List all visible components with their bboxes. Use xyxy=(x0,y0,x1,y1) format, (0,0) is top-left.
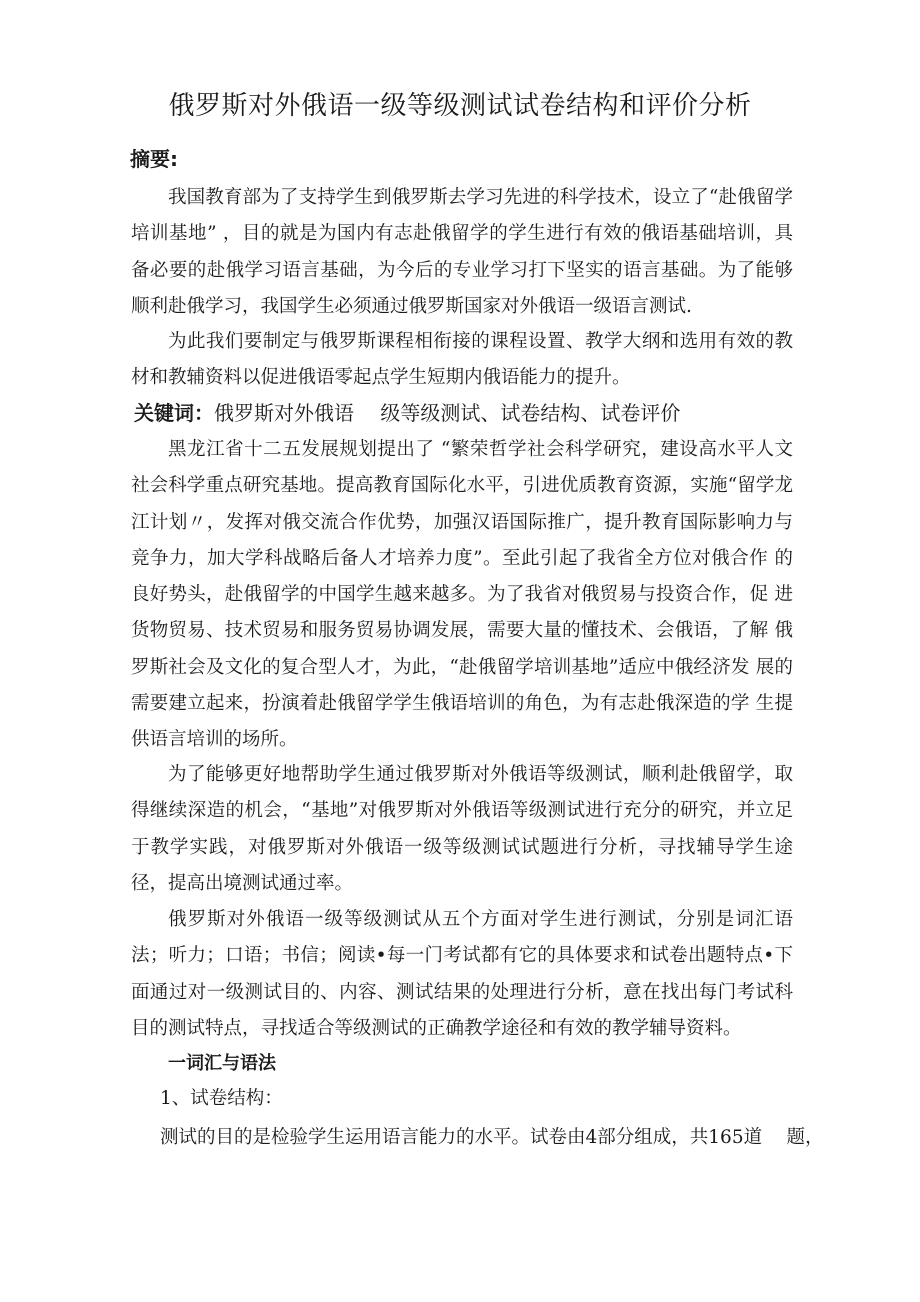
body-paragraph-2: 为了能够更好地帮助学生通过俄罗斯对外俄语等级测试，顺利赴俄留学，取得继续深造的机会，“基地”对俄罗斯对外俄语等级测试进行充分的研究，并立足于教学实践，对俄罗斯对外俄语一级等级测试试题进行分析，寻找辅导学生途径，提高出境测试通过率。 xyxy=(131,764,793,894)
keywords-text: 俄罗斯对外俄语 级等级测试、试卷结构、试卷评价 xyxy=(214,401,681,425)
abstract-label: 摘要: xyxy=(130,147,178,171)
sub-heading: 1、试卷结构： xyxy=(160,1088,283,1109)
abstract-paragraph-1: 我国教育部为了支持学生到俄罗斯去学习先进的科学技术，设立了“赴俄留学培训基地” ，目的就是为国内有志赴俄留学的学生进行有效的俄语基础培训，具备必要的赴俄学习语言基础，为今后的专业学习打下坚实的语言基础。为了能够顺利赴俄学习，我国学生必须通过俄罗斯国家对外俄语一级语言测试. xyxy=(131,187,793,317)
section-heading: 一词汇与语法 xyxy=(168,1053,276,1074)
keywords-label: 关键词： xyxy=(134,401,214,425)
keywords-line xyxy=(134,395,834,431)
document-title: 俄罗斯对外俄语一级等级测试试卷结构和评价分析 xyxy=(168,91,752,121)
body-last-line: 测试的目的是检验学生运用语言能力的水平。试卷由4部分组成，共165道 题， xyxy=(160,1127,824,1148)
abstract-paragraph-2: 为此我们要制定与俄罗斯课程相衔接的课程设置、教学大纲和选用有效的教材和教辅资料以促进俄语零起点学生短期内俄语能力的提升。 xyxy=(131,331,793,389)
body-paragraph-1: 黑龙江省十二五发展规划提出了 “繁荣哲学社会科学研究，建设高水平人文社会科学重点研究基地。提高教育国际化水平，引进优质教育资源，实施“留学龙江计划〃，发挥对俄交流合作优势，加强汉语国际推广，提升教育国际影响力与竞争力，加大学科战略后备人才培养力度”。至此引起了我省全方位对俄合作 的良好势头，赴俄留学的中国学生越来越多。为了我省对俄贸易与投资合作，促 进货物贸易、技术贸易和服务贸易协调发展，需要大量的懂技术、会俄语，了解 俄罗斯社会及文化的复合型人才，为此，“赴俄留学培训基地”适应中俄经济发 展的需要建立起来，扮演着赴俄留学学生俄语培训的角色，为有志赴俄深造的学 生提供语言培训的场所。 xyxy=(131,439,793,751)
body-paragraph-3: 俄罗斯对外俄语一级等级测试从五个方面对学生进行测试，分别是词汇语法；听力；口语；书信；阅读•每一门考试都有它的具体要求和试卷出题特点•下面通过对一级测试目的、内容、测试结果的处理进行分析，意在找出每门考试科目的测试特点，寻找适合等级测试的正确教学途径和有效的教学辅导资料。 xyxy=(131,909,793,1039)
